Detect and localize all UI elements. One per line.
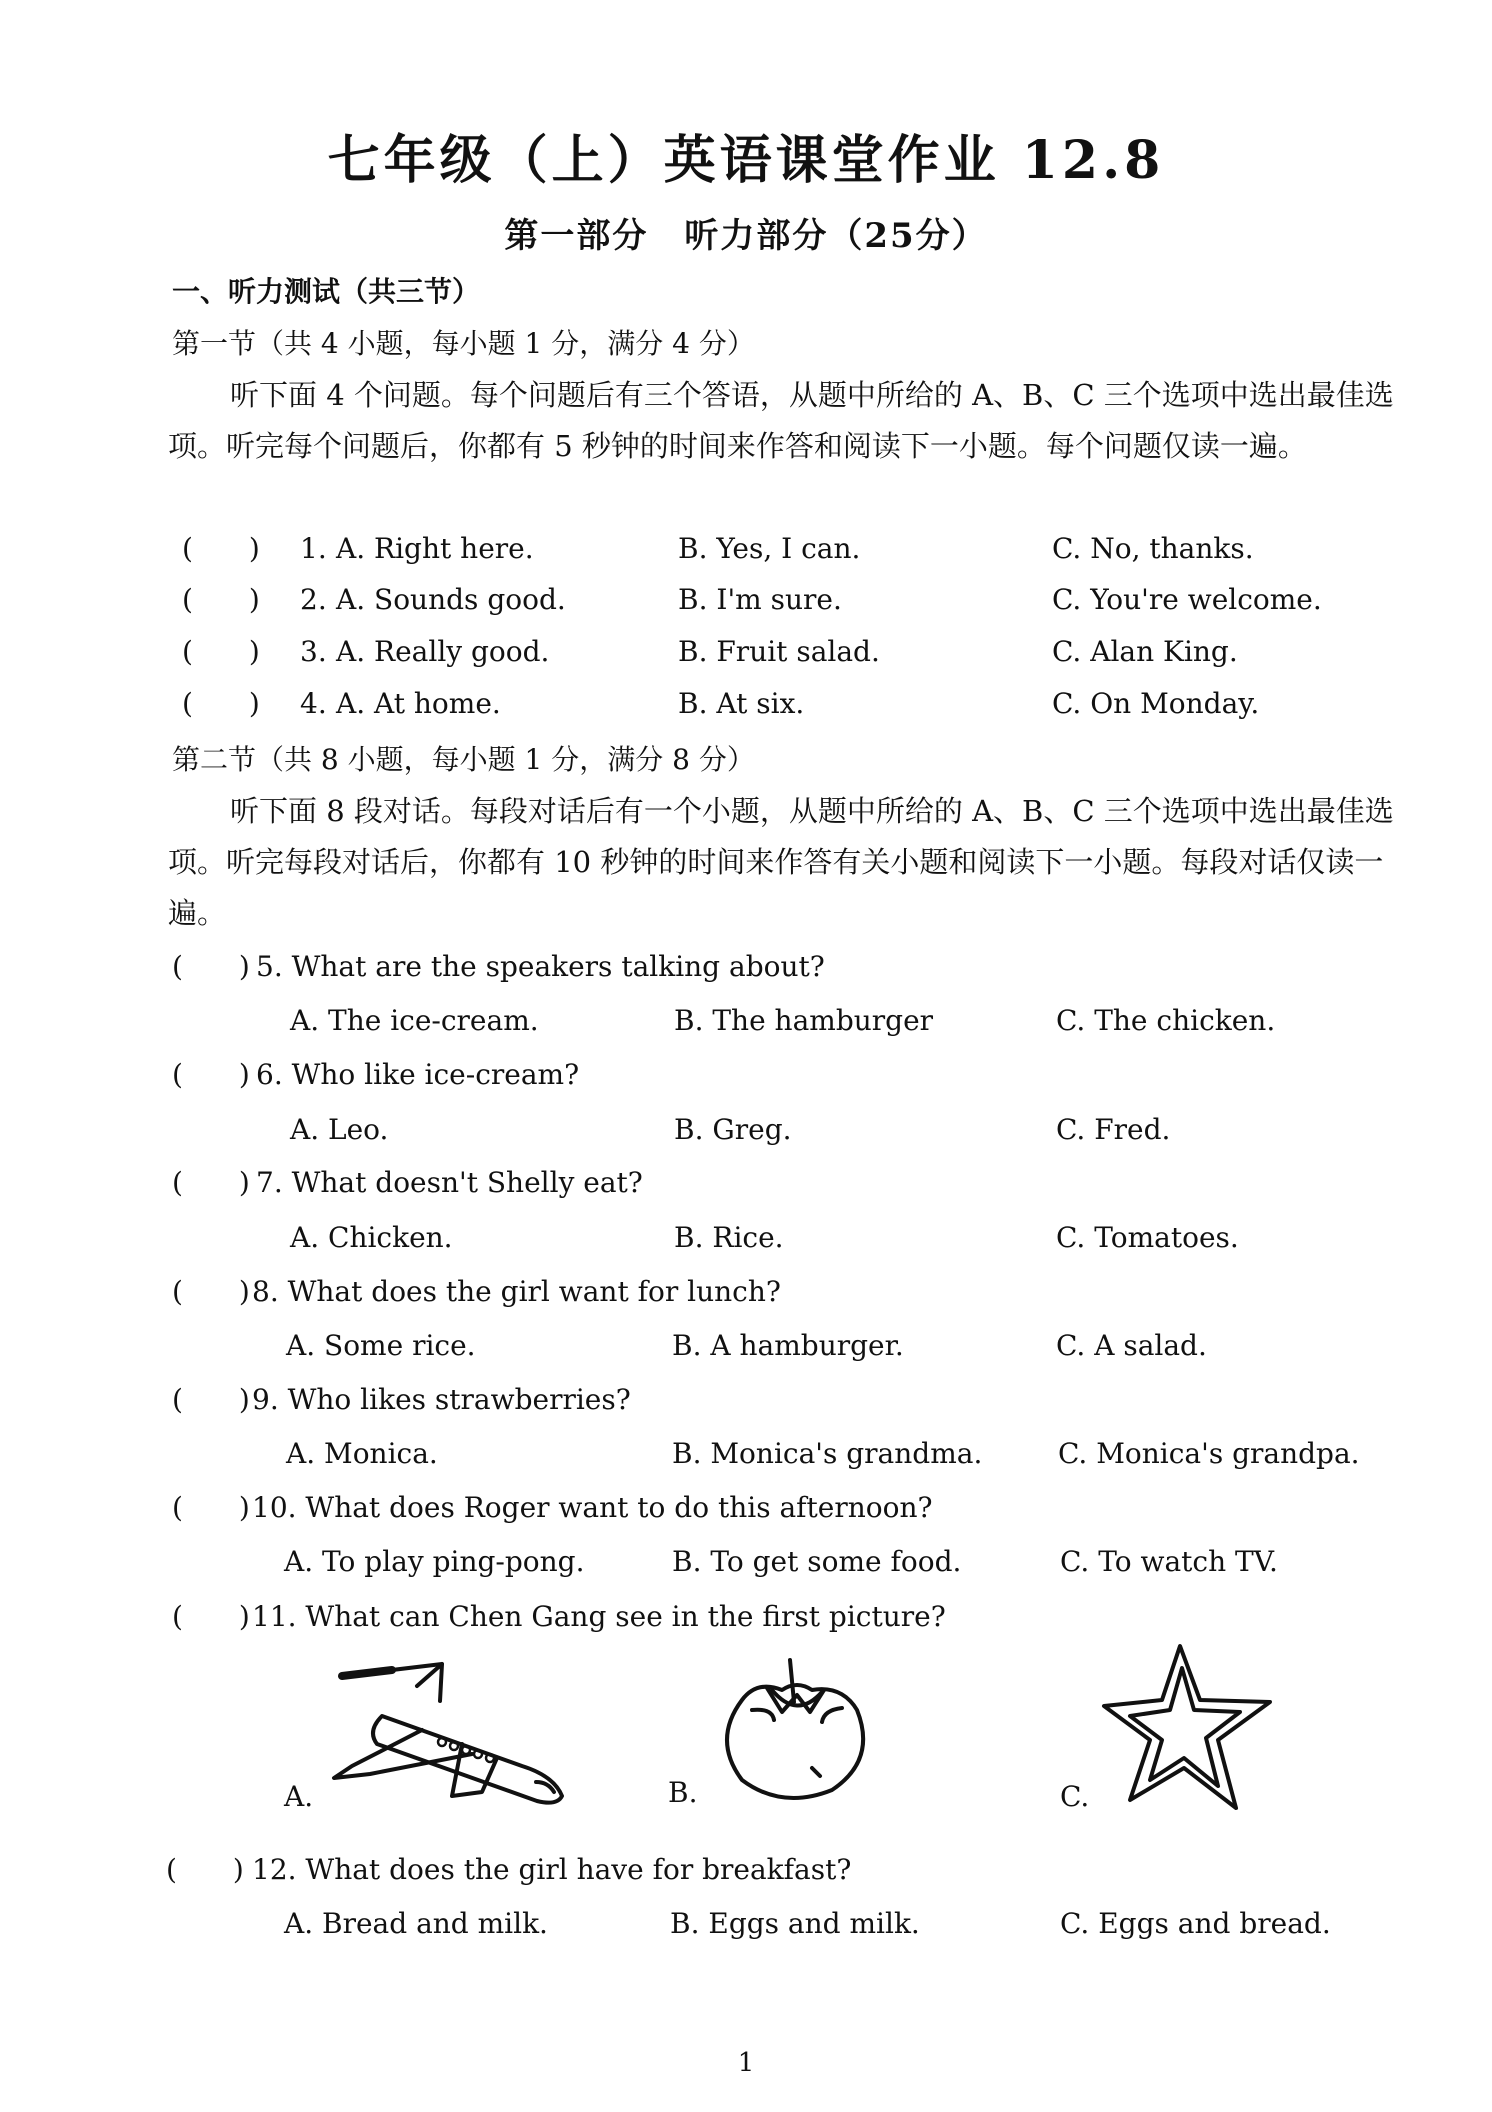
- question-row: [0, 1486, 1492, 1530]
- part1-item: [0, 630, 1492, 674]
- answer-blank[interactable]: ( ): [182, 687, 260, 720]
- option-c: C. Tomatoes.: [1056, 1221, 1239, 1254]
- part2-heading: 第二节（共 8 小题，每小题 1 分，满分 8 分）: [172, 743, 755, 776]
- option-b: B. Greg.: [674, 1113, 792, 1146]
- question-row: [0, 1161, 1492, 1205]
- option-c: C. The chicken.: [1056, 1004, 1276, 1037]
- question-row: [0, 1595, 1492, 1639]
- question-row: [0, 945, 1492, 989]
- option-b: B. The hamburger: [674, 1004, 934, 1037]
- option-c: C. Eggs and bread.: [1060, 1907, 1331, 1940]
- option-a: A. Leo.: [290, 1113, 389, 1146]
- question-text: 6. Who like ice-cream?: [256, 1058, 580, 1091]
- tomato-icon: [712, 1650, 882, 1810]
- answer-blank[interactable]: ( ): [172, 950, 250, 983]
- option-a: A. Some rice.: [286, 1329, 476, 1362]
- option-a: A. Bread and milk.: [284, 1907, 548, 1940]
- answer-blank[interactable]: ( ): [172, 1491, 250, 1524]
- answer-blank[interactable]: ( ): [172, 1383, 250, 1416]
- question-row: [0, 1053, 1492, 1097]
- page-title: 七年级（上）英语课堂作业 12.8: [327, 130, 1165, 191]
- part2-instructions: 听下面 8 段对话。每段对话后有一个小题，从题中所给的 A、B、C 三个选项中选出最佳选项。听完每段对话后，你都有 10 秒钟的时间来作答有关小题和阅读下一小题。每段对话仅读一遍。: [168, 794, 1394, 930]
- option-c: C. You're welcome.: [1052, 583, 1322, 616]
- airplane-icon: [322, 1646, 572, 1816]
- option-b: B. Eggs and milk.: [670, 1907, 920, 1940]
- item-number: 3.: [300, 635, 327, 668]
- item-number: 2.: [300, 583, 327, 616]
- option-c: C. Monica's grandpa.: [1058, 1437, 1360, 1470]
- answer-blank[interactable]: ( ): [182, 583, 260, 616]
- answer-blank[interactable]: ( ): [172, 1600, 250, 1633]
- option-b: B. A hamburger.: [672, 1329, 904, 1362]
- part1-item: [0, 527, 1492, 571]
- option-b: B. I'm sure.: [678, 583, 842, 616]
- option-b: B. Fruit salad.: [678, 635, 880, 668]
- option-b: B. Yes, I can.: [678, 532, 861, 565]
- option-a: A. The ice-cream.: [290, 1004, 539, 1037]
- picture-label-b: B.: [668, 1776, 698, 1809]
- option-b: B. At six.: [678, 687, 805, 720]
- page-number: 1: [737, 2048, 755, 2078]
- options-row: [0, 1216, 1492, 1260]
- options-row: [0, 1108, 1492, 1152]
- item-number: 1.: [300, 532, 327, 565]
- option-b: B. Monica's grandma.: [672, 1437, 983, 1470]
- option-b: B. Rice.: [674, 1221, 784, 1254]
- option-c: C. No, thanks.: [1052, 532, 1254, 565]
- option-c: C. A salad.: [1056, 1329, 1207, 1362]
- option-c: C. To watch TV.: [1060, 1545, 1278, 1578]
- question-row: [0, 1270, 1492, 1314]
- part1-instructions: 听下面 4 个问题。每个问题后有三个答语，从题中所给的 A、B、C 三个选项中选出最佳选项。听完每个问题后，你都有 5 秒钟的时间来作答和阅读下一小题。每个问题仅读一遍。: [168, 378, 1394, 463]
- question-text: 7. What doesn't Shelly eat?: [256, 1166, 643, 1199]
- question-row: [0, 1848, 1492, 1892]
- question-text: 9. Who likes strawberries?: [252, 1383, 631, 1416]
- answer-blank[interactable]: ( ): [172, 1058, 250, 1091]
- part-title: 第一部分 听力部分（25分）: [504, 216, 988, 256]
- option-c: C. On Monday.: [1052, 687, 1260, 720]
- option-a: A. Sounds good.: [336, 583, 566, 616]
- option-b: B. To get some food.: [672, 1545, 962, 1578]
- options-row: [0, 1324, 1492, 1368]
- star-icon: [1100, 1640, 1280, 1820]
- option-a: A. At home.: [336, 687, 501, 720]
- answer-blank[interactable]: ( ): [182, 532, 260, 565]
- options-row: [0, 1432, 1492, 1476]
- options-row: [0, 1902, 1492, 1946]
- option-a: A. Chicken.: [290, 1221, 453, 1254]
- question-text: 10. What does Roger want to do this afternoon?: [252, 1491, 933, 1524]
- question-text: 11. What can Chen Gang see in the first picture?: [252, 1600, 946, 1633]
- options-row: [0, 1540, 1492, 1584]
- question-row: [0, 1378, 1492, 1422]
- part1-item: [0, 682, 1492, 726]
- question-text: 8. What does the girl want for lunch?: [252, 1275, 781, 1308]
- part1-heading: 第一节（共 4 小题，每小题 1 分，满分 4 分）: [172, 327, 755, 360]
- answer-blank[interactable]: ( ): [182, 635, 260, 668]
- answer-blank[interactable]: ( ): [172, 1166, 250, 1199]
- option-a: A. To play ping-pong.: [284, 1545, 585, 1578]
- item-number: 4.: [300, 687, 327, 720]
- picture-label-a: A.: [284, 1780, 314, 1813]
- option-a: A. Right here.: [336, 532, 534, 565]
- option-a: A. Really good.: [336, 635, 550, 668]
- section-heading: 一、听力测试（共三节）: [172, 275, 481, 308]
- option-c: C. Alan King.: [1052, 635, 1238, 668]
- answer-blank[interactable]: ( ): [166, 1853, 244, 1886]
- picture-label-c: C.: [1060, 1780, 1090, 1813]
- option-c: C. Fred.: [1056, 1113, 1171, 1146]
- question-text: 5. What are the speakers talking about?: [256, 950, 825, 983]
- options-row: [0, 999, 1492, 1043]
- question-text: 12. What does the girl have for breakfast?: [252, 1853, 852, 1886]
- part1-item: [0, 578, 1492, 622]
- answer-blank[interactable]: ( ): [172, 1275, 250, 1308]
- option-a: A. Monica.: [286, 1437, 438, 1470]
- q11-pictures: [0, 1640, 1492, 1840]
